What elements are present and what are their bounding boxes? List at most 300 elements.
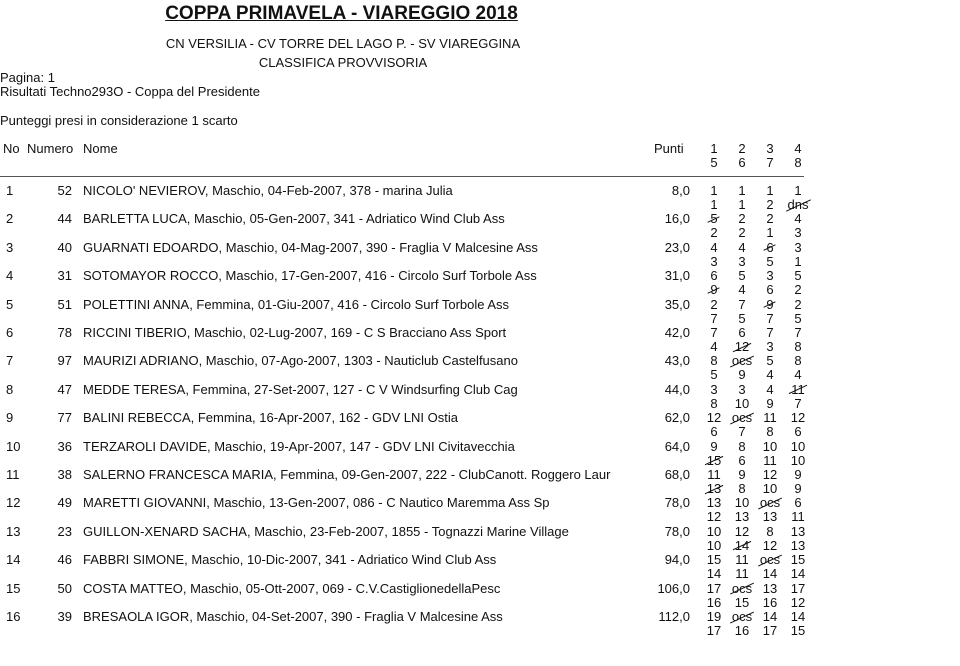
race-score — [700, 623, 728, 638]
race-score — [728, 382, 756, 397]
race-score-value: 4 — [766, 367, 774, 383]
race-score-value: 17 — [762, 623, 778, 638]
race-score-value: ocs — [731, 580, 753, 596]
discarded-race-score — [700, 481, 728, 496]
race-score — [756, 396, 784, 411]
race-score-value: 12 — [762, 537, 778, 553]
race-score-value: 2 — [710, 296, 718, 312]
race-score — [756, 595, 784, 610]
race-score-value: 1 — [710, 197, 718, 212]
race-score-value: 7 — [766, 325, 774, 340]
race-score-value: 15 — [706, 452, 722, 468]
race-score — [784, 439, 812, 454]
race-score — [700, 467, 728, 482]
race-score-value: 16 — [706, 594, 722, 610]
race-score-value: 12 — [790, 410, 806, 426]
race-score — [756, 453, 784, 468]
sail-number-cell: 38 — [57, 467, 72, 482]
race-score-value: 3 — [710, 381, 718, 397]
discarded-race-score — [728, 581, 756, 596]
race-score — [728, 453, 756, 468]
race-score — [728, 439, 756, 454]
sail-number-cell: 77 — [57, 410, 72, 426]
race-score — [756, 254, 784, 269]
race-score — [756, 268, 784, 283]
race-score — [756, 524, 784, 539]
competitor-cell: MAURIZI ADRIANO, Maschio, 07-Ago-2007, 1303 - Nauticlub Castelfusano — [83, 353, 518, 369]
race-score-value: 15 — [790, 552, 806, 568]
competitor-cell: GUARNATI EDOARDO, Maschio, 04-Mag-2007, 390 - Fraglia V Malcesine Ass — [83, 239, 538, 255]
race-score-value: 11 — [735, 566, 749, 582]
race-score — [756, 311, 784, 326]
race-score-value: 7 — [710, 310, 718, 326]
points-cell: 64,0 — [664, 438, 690, 454]
race-score-value: 5 — [794, 310, 802, 326]
race-score-value: 12 — [706, 410, 722, 426]
race-score — [756, 538, 784, 553]
race-score-value: 15 — [734, 594, 750, 610]
race-score-value: 4 — [710, 239, 718, 255]
race-score-value: 9 — [766, 395, 774, 411]
race-score-value: 2 — [710, 225, 718, 241]
race-score-value: 8 — [794, 339, 802, 354]
race-score-value: 10 — [790, 452, 806, 468]
race-score — [756, 339, 784, 354]
race-score-value: 3 — [794, 239, 802, 255]
race-score-value: 14 — [762, 566, 778, 582]
race-score — [728, 297, 756, 312]
race-score-value: 1 — [766, 183, 774, 198]
competitor-cell: SOTOMAYOR ROCCO, Maschio, 17-Gen-2007, 416 - Circolo Surf Torbole Ass — [83, 268, 537, 284]
race-score-value: 1 — [794, 183, 802, 198]
race-score — [728, 623, 756, 638]
race-score — [728, 595, 756, 610]
race-score-value: 3 — [794, 225, 802, 241]
race-score-value: 12 — [734, 523, 750, 539]
race-score — [784, 595, 812, 610]
race-score — [728, 396, 756, 411]
race-score — [728, 282, 756, 297]
race-score — [756, 282, 784, 297]
rank-cell: 4 — [6, 268, 14, 284]
race-score-value: ocs — [759, 495, 781, 511]
col-header-nome: Nome — [83, 141, 118, 156]
sail-number-cell: 78 — [57, 325, 72, 340]
race-score — [756, 382, 784, 397]
results-class: Risultati Techno293O - Coppa del Presidente — [0, 84, 260, 99]
race-score-value: 10 — [734, 395, 750, 411]
organizers-line: CN VERSILIA - CV TORRE DEL LAGO P. - SV VIAREGGINA — [165, 36, 521, 51]
race-score — [700, 225, 728, 240]
discarded-race-score — [784, 197, 812, 212]
competitor-cell: BRESAOLA IGOR, Maschio, 04-Set-2007, 390 - Fraglia V Malcesine Ass — [83, 609, 503, 624]
race-score — [700, 353, 728, 368]
race-score-value: 13 — [734, 509, 750, 525]
points-cell: 35,0 — [664, 296, 690, 312]
race-score — [700, 524, 728, 539]
race-score-value: 8 — [738, 481, 746, 496]
race-score — [700, 538, 728, 553]
race-score-value: 6 — [766, 282, 774, 298]
race-score — [784, 524, 812, 539]
race-score-value: 5 — [794, 268, 802, 284]
race-header: 1 — [710, 141, 718, 156]
race-score — [784, 581, 812, 596]
race-score — [756, 509, 784, 524]
race-score-value: 6 — [738, 452, 746, 468]
points-cell: 94,0 — [664, 552, 690, 568]
points-cell: 112,0 — [658, 609, 690, 624]
race-score-value: 1 — [710, 183, 718, 198]
competitor-cell: NICOLO' NEVIEROV, Maschio, 04-Feb-2007, 378 - marina Julia — [83, 183, 453, 198]
race-score-value: 6 — [794, 495, 802, 511]
col-header-numero: Numero — [27, 141, 74, 156]
race-score — [700, 367, 728, 382]
discarded-race-score — [700, 453, 728, 468]
race-score — [728, 211, 756, 226]
race-score-value: 9 — [794, 467, 802, 482]
rank-cell: 7 — [6, 353, 14, 369]
rank-cell: 10 — [6, 438, 21, 454]
race-score — [784, 297, 812, 312]
race-score-value: 3 — [710, 253, 718, 269]
sail-number-cell: 49 — [57, 495, 72, 511]
competitor-cell: COSTA MATTEO, Maschio, 05-Ott-2007, 069 - C.V.CastiglionedellaPesc — [83, 580, 501, 596]
race-score-value: 17 — [790, 580, 806, 596]
race-score-value: 10 — [706, 537, 722, 553]
sail-number-cell: 44 — [57, 211, 72, 227]
race-score — [784, 254, 812, 269]
race-score-value: 4 — [738, 239, 746, 255]
rank-cell: 13 — [6, 523, 21, 539]
race-score-value: 4 — [710, 339, 718, 354]
race-score — [756, 581, 784, 596]
race-header: 6 — [738, 155, 746, 170]
race-score — [728, 197, 756, 212]
race-score-value: 14 — [706, 566, 722, 582]
col-header-punti: Punti — [654, 141, 684, 156]
race-score-value: 2 — [794, 296, 802, 312]
race-score — [756, 197, 784, 212]
sail-number-cell: 39 — [57, 609, 72, 624]
discarded-race-score — [728, 538, 756, 553]
race-score-value: 16 — [734, 623, 750, 638]
race-score-value: 4 — [738, 282, 746, 298]
race-score-value: 10 — [762, 481, 778, 496]
race-score — [784, 552, 812, 567]
race-score-value: 11 — [763, 452, 777, 468]
race-score-value: 10 — [790, 438, 806, 454]
discarded-race-score — [728, 353, 756, 368]
race-score-value: 5 — [710, 211, 718, 227]
race-score — [756, 211, 784, 226]
race-score-value: 14 — [762, 609, 778, 624]
race-score — [700, 439, 728, 454]
discard-note: Punteggi presi in considerazione 1 scarto — [0, 113, 238, 128]
sail-number-cell: 31 — [57, 268, 72, 284]
race-header: 7 — [766, 155, 774, 170]
race-score-value: 5 — [766, 253, 774, 269]
race-header: 8 — [794, 155, 802, 170]
table-row — [0, 609, 960, 666]
race-score — [700, 268, 728, 283]
race-score-value: 13 — [790, 537, 806, 553]
race-score-value: 9 — [738, 367, 746, 383]
race-score-value: 11 — [763, 410, 777, 426]
discarded-race-score — [728, 609, 756, 624]
race-score — [728, 225, 756, 240]
race-score — [756, 439, 784, 454]
race-score-value: 15 — [706, 552, 722, 568]
race-score-value: 11 — [791, 381, 805, 397]
sail-number-cell: 23 — [57, 523, 72, 539]
race-score — [784, 467, 812, 482]
sail-number-cell: 40 — [57, 239, 72, 255]
race-score-value: 12 — [790, 594, 806, 610]
race-score — [756, 623, 784, 638]
race-score — [784, 211, 812, 226]
race-score-value: 5 — [738, 310, 746, 326]
race-score-value: 2 — [738, 225, 746, 241]
points-cell: 23,0 — [664, 239, 690, 255]
race-score-value: 17 — [706, 580, 722, 596]
race-score — [784, 339, 812, 354]
race-score-value: 1 — [794, 253, 802, 269]
race-score — [784, 225, 812, 240]
race-score-value: 8 — [766, 424, 774, 440]
sail-number-cell: 51 — [57, 296, 72, 312]
race-score-value: 4 — [766, 381, 774, 397]
race-score — [700, 509, 728, 524]
race-score — [728, 311, 756, 326]
sail-number-cell: 36 — [57, 438, 72, 454]
race-score — [784, 609, 812, 624]
race-score — [784, 481, 812, 496]
race-score-value: 11 — [791, 509, 805, 525]
race-score-value: 13 — [706, 481, 722, 496]
race-score — [756, 424, 784, 439]
race-score — [728, 552, 756, 567]
rank-cell: 12 — [6, 495, 21, 511]
race-score — [756, 353, 784, 368]
competitor-cell: BARLETTA LUCA, Maschio, 05-Gen-2007, 341 - Adriatico Wind Club Ass — [83, 211, 505, 227]
race-score-value: 14 — [734, 537, 750, 553]
race-score — [784, 240, 812, 255]
race-score-value: ocs — [731, 353, 753, 369]
race-score-value: 12 — [762, 467, 778, 482]
race-score — [756, 566, 784, 581]
discarded-race-score — [784, 382, 812, 397]
race-score-value: 19 — [706, 609, 722, 624]
race-score — [728, 467, 756, 482]
race-score — [700, 297, 728, 312]
rank-cell: 9 — [6, 410, 14, 426]
race-score-value: 14 — [790, 609, 806, 624]
race-score — [784, 367, 812, 382]
race-score-value: 16 — [762, 594, 778, 610]
race-score-value: 5 — [710, 367, 718, 383]
race-score — [728, 268, 756, 283]
race-score-value: 2 — [766, 211, 774, 227]
rank-cell: 16 — [6, 609, 21, 624]
race-score — [700, 595, 728, 610]
race-score — [700, 183, 728, 198]
race-score-value: 8 — [710, 353, 718, 369]
points-cell: 68,0 — [664, 467, 690, 482]
discarded-race-score — [756, 495, 784, 510]
race-header: 3 — [766, 141, 774, 156]
race-score — [700, 339, 728, 354]
discarded-race-score — [700, 282, 728, 297]
competitor-cell: RICCINI TIBERIO, Maschio, 02-Lug-2007, 169 - C S Bracciano Ass Sport — [83, 325, 507, 340]
competitor-cell: SALERNO FRANCESCA MARIA, Femmina, 09-Gen-2007, 222 - ClubCanott. Roggero Laur — [83, 467, 611, 482]
race-score-value: 17 — [706, 623, 722, 638]
points-cell: 62,0 — [664, 410, 690, 426]
race-score — [784, 623, 812, 638]
discarded-race-score — [756, 240, 784, 255]
race-score — [728, 566, 756, 581]
race-score — [728, 183, 756, 198]
race-score — [784, 453, 812, 468]
race-score — [700, 424, 728, 439]
race-score — [728, 254, 756, 269]
race-score-value: 7 — [794, 395, 802, 411]
sail-number-cell: 47 — [57, 381, 72, 397]
race-score — [728, 495, 756, 510]
sail-number-cell: 52 — [57, 183, 72, 198]
discarded-race-score — [728, 410, 756, 425]
discarded-race-score — [728, 339, 756, 354]
race-score — [784, 396, 812, 411]
race-score — [784, 268, 812, 283]
race-score-value: 7 — [738, 424, 746, 440]
race-score — [784, 538, 812, 553]
race-score-value: ocs — [731, 410, 753, 426]
points-cell: 31,0 — [664, 268, 690, 284]
rank-cell: 6 — [6, 325, 14, 340]
race-score-value: 9 — [766, 296, 774, 312]
race-score-value: 5 — [738, 268, 746, 284]
race-score — [700, 566, 728, 581]
points-cell: 42,0 — [664, 325, 690, 340]
race-header: 4 — [794, 141, 802, 156]
race-score — [700, 581, 728, 596]
race-score — [756, 410, 784, 425]
col-header-no: No — [3, 141, 20, 156]
rank-cell: 8 — [6, 381, 14, 397]
competitor-cell: MARETTI GIOVANNI, Maschio, 13-Gen-2007, 086 - C Nautico Maremma Ass Sp — [83, 495, 550, 511]
race-score — [784, 410, 812, 425]
sail-number-cell: 50 — [57, 580, 72, 596]
race-score-value: 13 — [790, 523, 806, 539]
rank-cell: 15 — [6, 580, 21, 596]
competitor-cell: POLETTINI ANNA, Femmina, 01-Giu-2007, 416 - Circolo Surf Torbole Ass — [83, 296, 510, 312]
rank-cell: 3 — [6, 239, 14, 255]
competitor-cell: BALINI REBECCA, Femmina, 16-Apr-2007, 162 - GDV LNI Ostia — [83, 410, 458, 426]
race-score-value: 13 — [762, 580, 778, 596]
race-score-value: 8 — [738, 438, 746, 454]
race-score-value: 6 — [710, 424, 718, 440]
race-score — [700, 410, 728, 425]
race-score — [784, 183, 812, 198]
race-score — [784, 424, 812, 439]
race-score-value: 3 — [738, 253, 746, 269]
race-score-value: 15 — [790, 623, 806, 638]
race-score-value: dns — [787, 197, 809, 212]
race-score — [756, 325, 784, 340]
race-score-value: 1 — [738, 197, 746, 212]
race-score — [784, 353, 812, 368]
points-cell: 44,0 — [664, 381, 690, 397]
race-score-value: 1 — [766, 225, 774, 241]
race-score — [756, 367, 784, 382]
race-score-value: 9 — [738, 467, 746, 482]
competitor-cell: GUILLON-XENARD SACHA, Maschio, 23-Feb-2007, 1855 - Tognazzi Marine Village — [83, 523, 569, 539]
race-score — [756, 183, 784, 198]
race-score-value: ocs — [759, 552, 781, 568]
competitor-cell: TERZAROLI DAVIDE, Maschio, 19-Apr-2007, 147 - GDV LNI Civitavecchia — [83, 438, 515, 454]
ranking-type: CLASSIFICA PROVVISORIA — [258, 55, 428, 70]
race-score — [756, 609, 784, 624]
race-score-value: 1 — [738, 183, 746, 198]
discarded-race-score — [756, 552, 784, 567]
race-score — [700, 552, 728, 567]
document-title: COPPA PRIMAVELA - VIAREGGIO 2018 — [165, 3, 518, 24]
rank-cell: 14 — [6, 552, 21, 568]
race-score — [700, 609, 728, 624]
race-header: 5 — [710, 155, 718, 170]
rank-cell: 11 — [6, 467, 20, 482]
race-score-value: 2 — [738, 211, 746, 227]
race-score-value: 12 — [734, 339, 750, 354]
race-score-value: 2 — [766, 197, 774, 212]
race-score-value: 3 — [766, 268, 774, 284]
points-cell: 8,0 — [671, 183, 690, 198]
race-score-value: 7 — [738, 296, 746, 312]
race-score-value: 4 — [794, 211, 802, 227]
race-score-value: 13 — [762, 509, 778, 525]
sail-number-cell: 97 — [57, 353, 72, 369]
race-score — [700, 382, 728, 397]
points-cell: 78,0 — [664, 523, 690, 539]
race-score — [756, 467, 784, 482]
rank-cell: 1 — [6, 183, 14, 198]
race-score-value: 7 — [794, 325, 802, 340]
race-score — [728, 240, 756, 255]
race-score — [728, 424, 756, 439]
race-score — [728, 524, 756, 539]
race-score — [700, 396, 728, 411]
rank-cell: 2 — [6, 211, 14, 227]
race-score — [756, 225, 784, 240]
race-score-value: 14 — [790, 566, 806, 582]
race-score-value: 6 — [794, 424, 802, 440]
competitor-cell: MEDDE TERESA, Femmina, 27-Set-2007, 127 - C V Windsurfing Club Cag — [83, 381, 518, 397]
race-score-value: ocs — [731, 609, 753, 624]
header-divider — [0, 176, 804, 177]
race-score-value: 10 — [762, 438, 778, 454]
race-score — [756, 481, 784, 496]
race-score — [728, 367, 756, 382]
race-score-value: 5 — [766, 353, 774, 369]
race-score — [700, 311, 728, 326]
race-score-value: 6 — [766, 239, 774, 255]
page-number: Pagina: 1 — [0, 70, 55, 85]
race-score — [784, 311, 812, 326]
race-score-value: 7 — [766, 310, 774, 326]
discarded-race-score — [700, 211, 728, 226]
race-score — [728, 481, 756, 496]
